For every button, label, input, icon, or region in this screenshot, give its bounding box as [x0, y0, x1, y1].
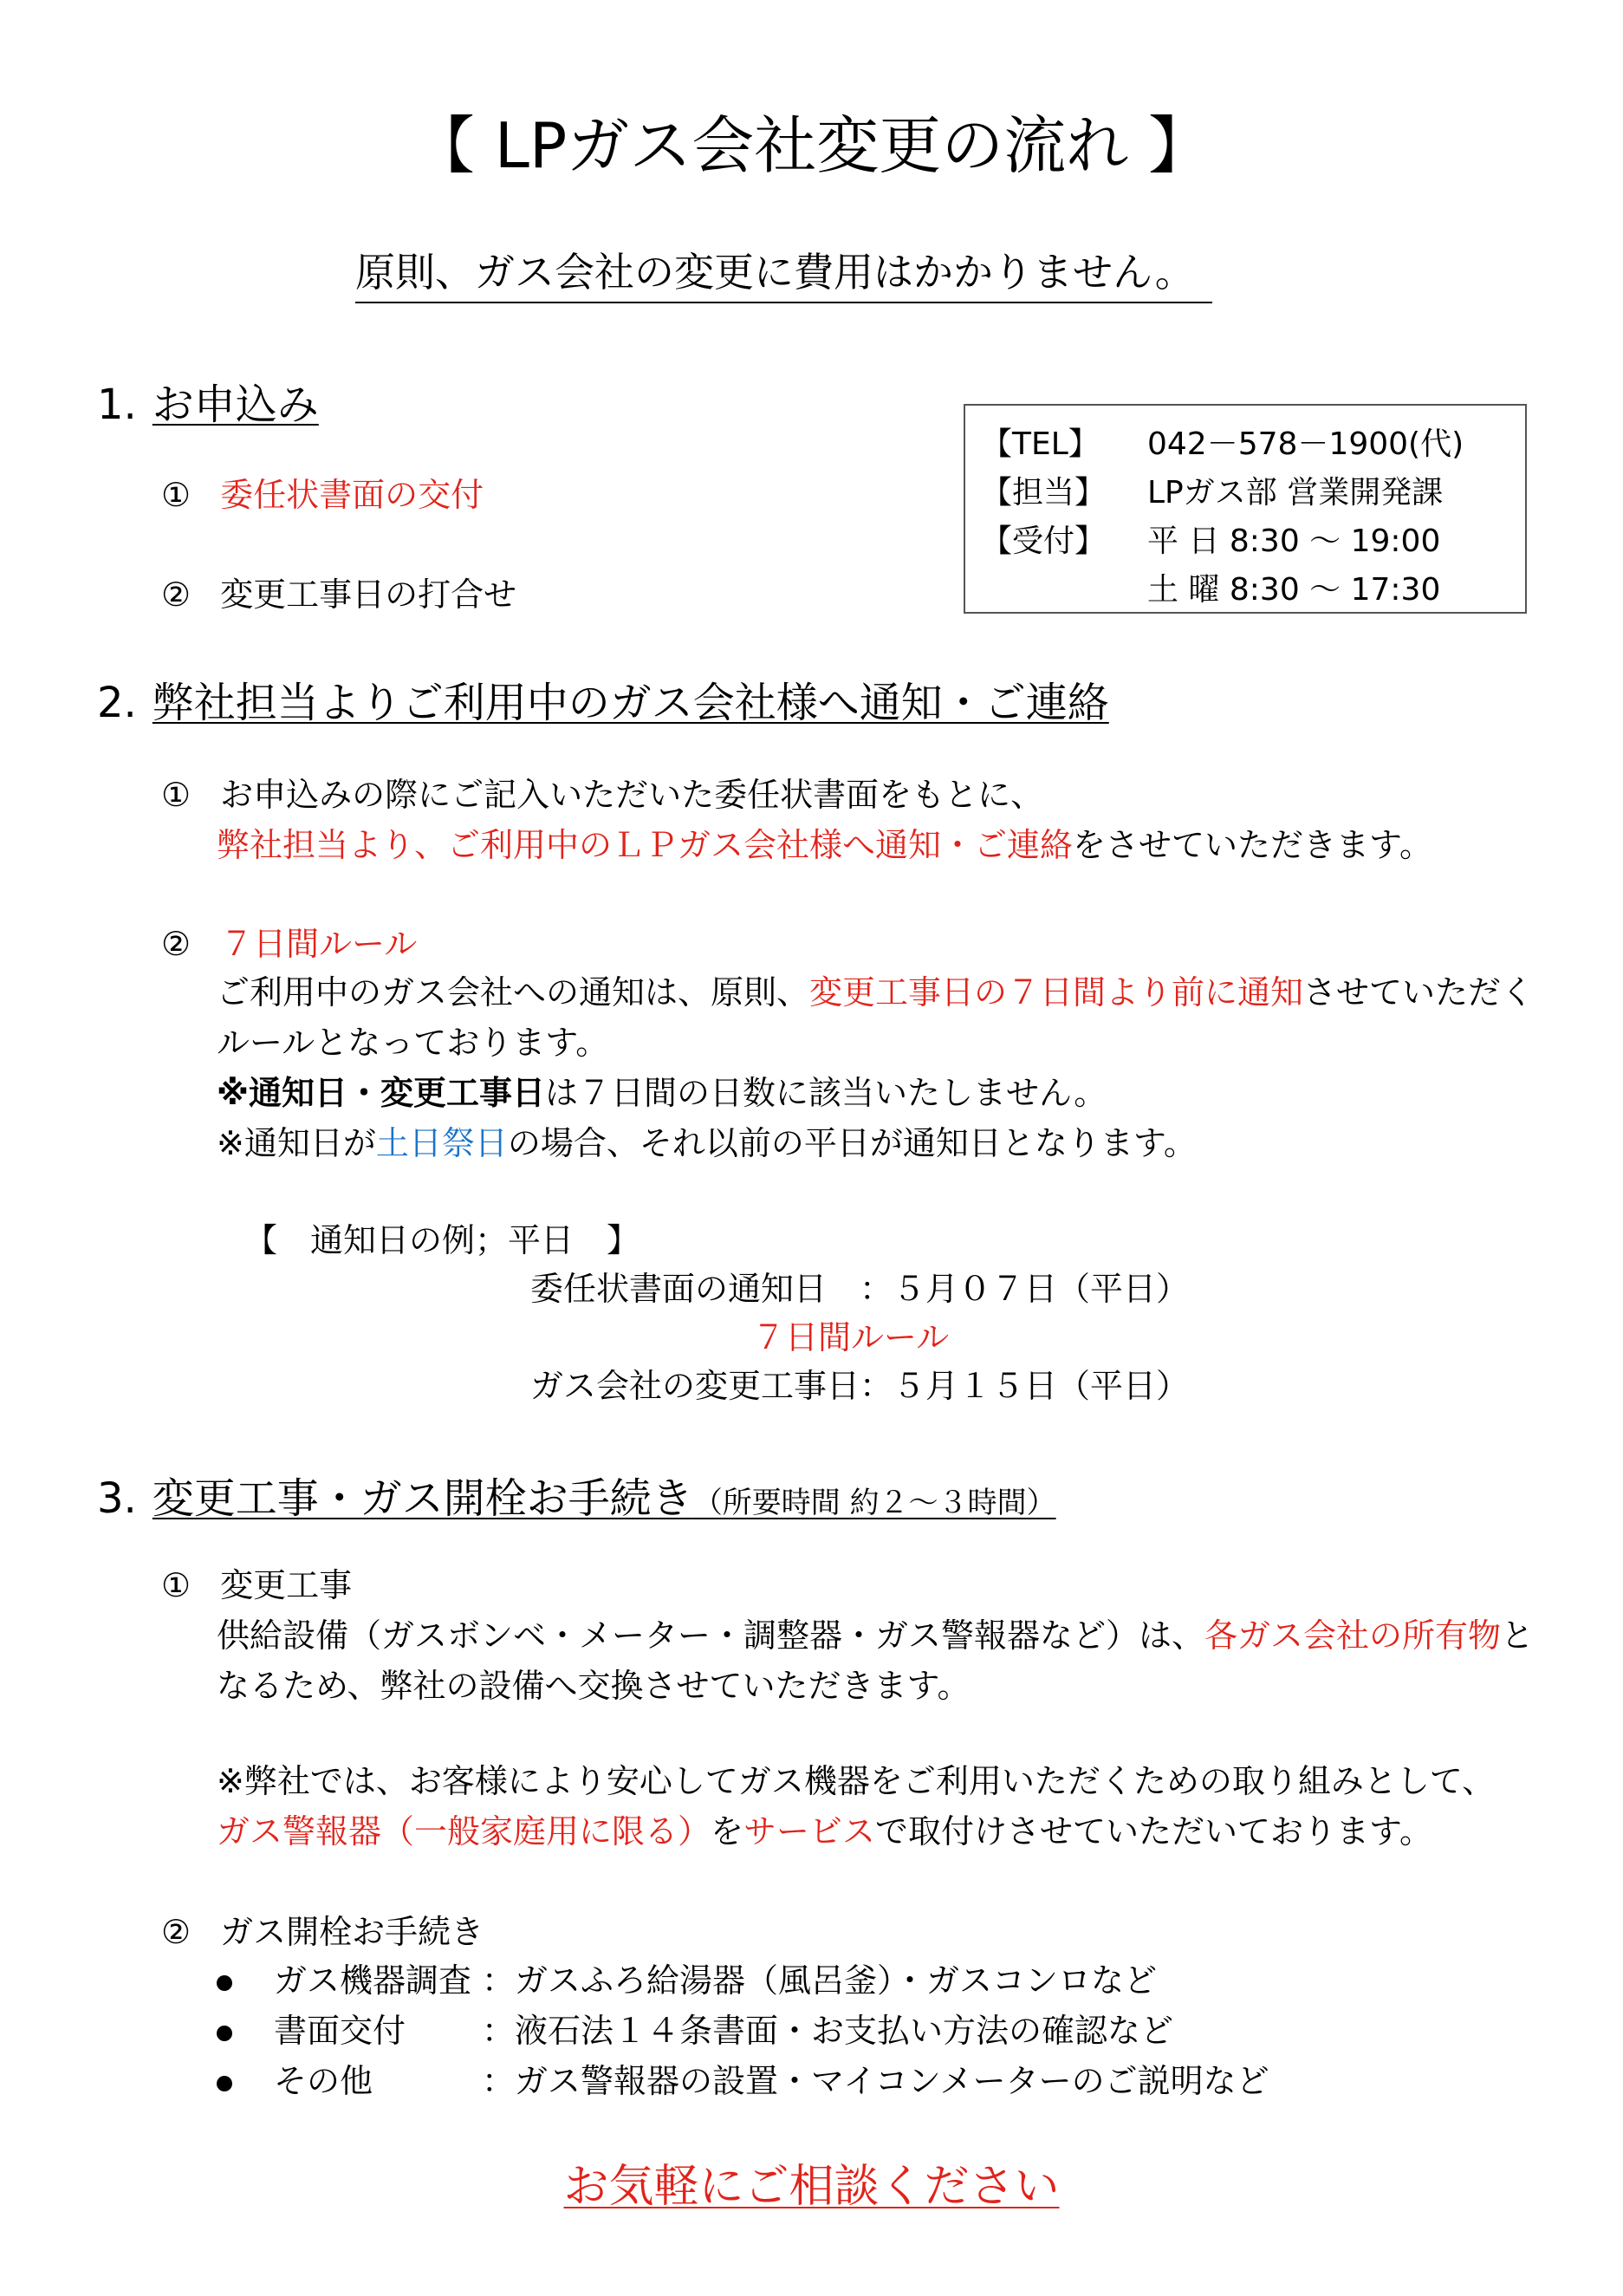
- contact-value: 042－578－1900(代): [1147, 426, 1464, 462]
- section3-item2-title: [161, 1905, 484, 1953]
- section3-title-main: 変更工事・ガス開栓お手続き: [152, 1474, 693, 1523]
- contact-label: 【TEL】: [981, 426, 1100, 462]
- bullet-text: ：ガス警報器の設置・マイコンメーターのご説明など: [482, 2062, 1269, 2100]
- section3-item1-line1: [217, 1609, 1534, 1656]
- item-number: ②: [161, 1913, 192, 1951]
- page-title: 【 LPガス会社変更の流れ 】: [412, 109, 1211, 182]
- example-rule: ７日間ルール: [752, 1318, 950, 1356]
- bullet-label: 書面交付: [274, 2012, 406, 2050]
- section2-item2-line4: [217, 1116, 1197, 1164]
- item-text: と: [1501, 1616, 1535, 1655]
- highlight-text: 各ガス会社の所有物: [1204, 1616, 1502, 1655]
- item-text: お申込みの際にご記入いただいた委任状書面をもとに、: [220, 776, 1044, 814]
- contact-row-staff: [981, 468, 1443, 512]
- item-text: を: [711, 1812, 744, 1850]
- bullet-item: [217, 2004, 1173, 2052]
- section1-item2: [161, 568, 516, 615]
- contact-value: LPガス部 営業開発課: [1147, 475, 1444, 511]
- section3-title: [153, 1474, 1056, 1523]
- contact-row-tel: [981, 420, 1464, 464]
- item-text: 変更工事日の打合せ: [220, 576, 517, 614]
- highlight-text: 土日祭日: [375, 1124, 508, 1162]
- section3-item1-note1: ※弊社では、お客様により安心してガス機器をご利用いただくための取り組みとして、: [217, 1762, 1496, 1800]
- item-text: の場合、それ以前の平日が通知日となります。: [507, 1124, 1197, 1162]
- bullet-item: [217, 1954, 1157, 2001]
- highlight-text: サービス: [743, 1812, 876, 1850]
- section2-number: 2.: [97, 679, 137, 727]
- section3-heading: [97, 1465, 1056, 1525]
- contact-label: 【受付】: [981, 524, 1107, 559]
- contact-box: [964, 404, 1527, 614]
- bullet-text: ：ガスふろ給湯器（風呂釜）・ガスコンロなど: [482, 1961, 1158, 2000]
- item-number: ①: [161, 476, 192, 514]
- section3-item1-line2: なるため、弊社の設備へ交換させていただきます。: [217, 1667, 971, 1705]
- contact-row-hours-weekday: [981, 517, 1440, 561]
- section2-item2-line2: ルールとなっております。: [217, 1024, 609, 1062]
- section3-item1-note2: [217, 1805, 1432, 1852]
- section2-item2-line1: [217, 966, 1534, 1013]
- example-line1: 委任状書面の通知日 ：５月０７日（平日）: [530, 1270, 1190, 1308]
- contact-value: 平 日 8:30 ～ 19:00: [1147, 524, 1441, 559]
- section3-title-small: （所要時間 約２～３時間）: [692, 1486, 1056, 1520]
- item-text: 変更工事: [220, 1566, 353, 1604]
- section2-item1-line2: [217, 818, 1432, 866]
- section2-item1-line1: [161, 768, 1043, 816]
- section2-title: 弊社担当よりご利用中のガス会社様へ通知・ご連絡: [152, 679, 1109, 727]
- contact-value: 土 曜 8:30 ～ 17:30: [1147, 572, 1441, 608]
- section2-heading: [97, 669, 1109, 729]
- bullet-icon: [217, 1975, 232, 1991]
- item-text: をさせていただきます。: [1073, 826, 1432, 864]
- page-subtitle: 原則、ガス会社の変更に費用はかかりません。: [355, 241, 1212, 303]
- item-number: ①: [161, 776, 192, 814]
- item-number: ②: [161, 925, 192, 963]
- bullet-item: [217, 2054, 1269, 2102]
- item-text: 供給設備（ガスボンベ・メーター・調整器・ガス警報器など）は、: [217, 1616, 1205, 1655]
- bullet-label: ガス機器調査: [274, 1961, 472, 2000]
- section1-heading: [97, 371, 319, 431]
- item-text: ガス開栓お手続き: [220, 1913, 484, 1951]
- item-text: ※通知日が: [217, 1124, 376, 1162]
- item-number: ①: [161, 1566, 192, 1604]
- example-heading: 【 通知日の例；平日 】: [244, 1221, 640, 1259]
- bullet-text: ：液石法１４条書面・お支払い方法の確認など: [482, 2012, 1174, 2050]
- bullet-label: その他: [274, 2062, 373, 2100]
- example-line2: ガス会社の変更工事日：５月１５日（平日）: [530, 1367, 1190, 1405]
- item-text: ７日間ルール: [220, 925, 418, 963]
- bold-text: ※通知日・変更工事日: [217, 1074, 545, 1112]
- section1-title: お申込み: [152, 380, 319, 429]
- section3-item1-title: [161, 1558, 352, 1606]
- highlight-text: 弊社担当より、ご利用中のＬＰガス会社様へ通知・ご連絡: [217, 826, 1074, 864]
- section2-item2-title: [161, 917, 417, 965]
- item-number: ②: [161, 576, 192, 614]
- item-text: させていただく: [1303, 973, 1535, 1011]
- section3-number: 3.: [97, 1474, 137, 1523]
- item-text: 委任状書面の交付: [220, 476, 484, 514]
- highlight-text: ガス警報器（一般家庭用に限る）: [217, 1812, 711, 1850]
- item-text: で取付けさせていただいております。: [875, 1812, 1433, 1850]
- bullet-icon: [217, 2076, 232, 2091]
- bullet-icon: [217, 2026, 232, 2041]
- highlight-text: 変更工事日の７日間より前に通知: [809, 973, 1304, 1011]
- section1-item1: [161, 468, 484, 516]
- contact-label: 【担当】: [981, 475, 1107, 511]
- section1-number: 1.: [97, 380, 137, 429]
- item-text: ご利用中のガス会社への通知は、原則、: [217, 973, 810, 1011]
- section2-item2-line3: [217, 1066, 1107, 1114]
- item-text: は７日間の日数に該当いたしません。: [544, 1074, 1107, 1112]
- contact-row-hours-saturday: [981, 565, 1440, 609]
- footer-message: お気軽にご相談ください: [563, 2161, 1060, 2213]
